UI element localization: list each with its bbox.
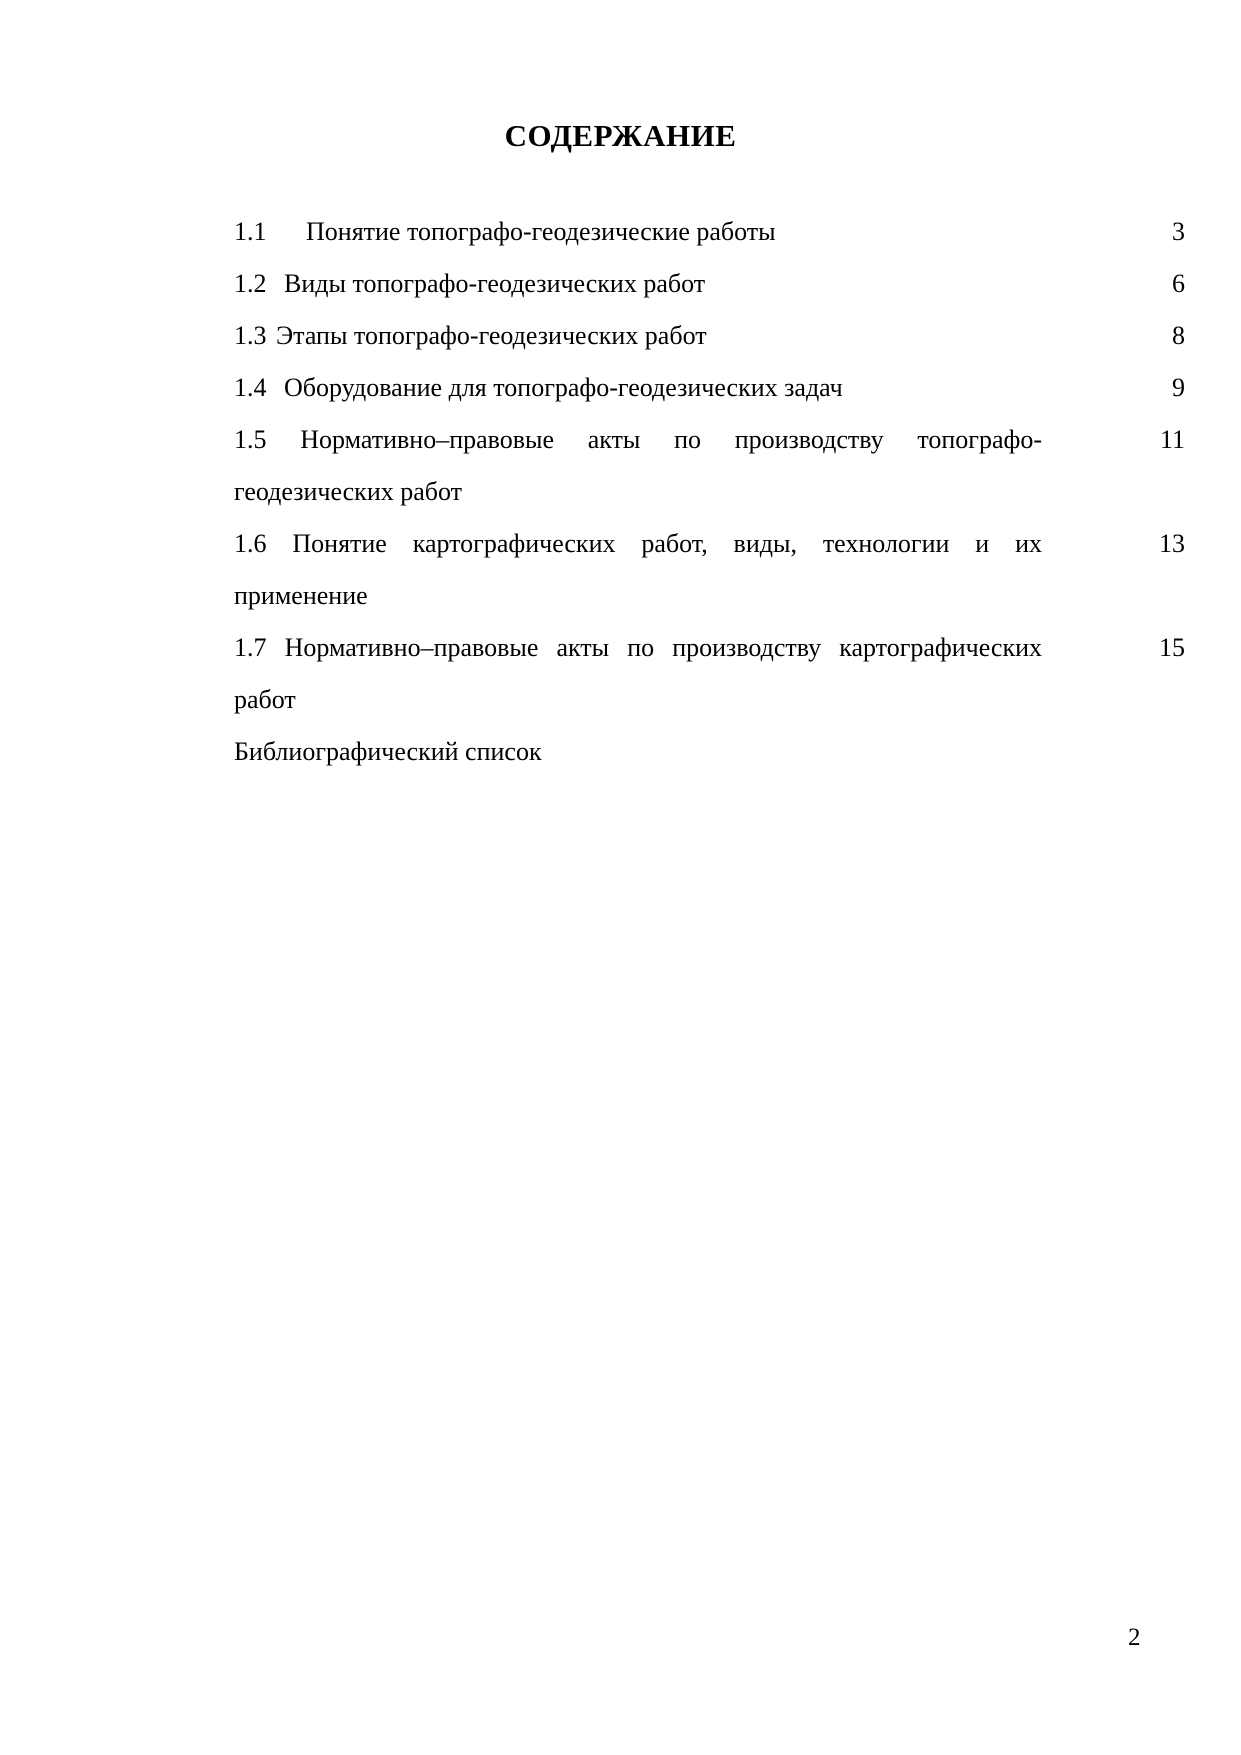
toc-entry-page: 15 xyxy=(1159,633,1185,662)
toc-entry-number: 1.1 xyxy=(234,217,267,246)
toc-entry-text: Библиографический список xyxy=(234,737,542,766)
toc-entry-text: Оборудование для топографо-геодезических задач xyxy=(284,373,843,402)
toc-entry xyxy=(234,414,1237,518)
toc-entry-number: 1.3 xyxy=(234,321,267,350)
toc-entry-number: 1.6 xyxy=(234,529,267,558)
toc-entry-number: 1.2 xyxy=(234,269,267,298)
toc-entry-line xyxy=(234,310,1042,362)
toc-entry-page: 13 xyxy=(1159,529,1185,558)
toc-entry-line xyxy=(234,258,1042,310)
page-title: СОДЕРЖАНИЕ xyxy=(504,118,737,153)
toc-entry-text: Понятие картографических работ, виды, технологии и их применение xyxy=(234,529,1042,610)
toc-entry-page: 11 xyxy=(1159,425,1185,454)
toc-entry xyxy=(234,310,1237,362)
toc-entry xyxy=(234,622,1237,726)
toc-entry-text: Нормативно–правовые акты по производству картографических работ xyxy=(234,633,1043,714)
toc-entry-text: Этапы топографо-геодезических работ xyxy=(276,321,707,350)
toc-entry xyxy=(234,518,1237,622)
toc-entry-line xyxy=(234,414,1042,518)
toc-entry-number: 1.5 xyxy=(234,425,267,454)
toc-entry-line xyxy=(234,622,1042,726)
toc-entry-number: 1.4 xyxy=(234,373,267,402)
toc-entry-text: Виды топографо-геодезических работ xyxy=(284,269,706,298)
toc-entry xyxy=(234,206,1237,258)
toc-entry xyxy=(234,258,1237,310)
toc-entry-line xyxy=(234,362,1042,414)
toc-entry-page: 6 xyxy=(1172,269,1185,298)
toc-entry xyxy=(234,362,1237,414)
toc-entry-text: Понятие топографо-геодезические работы xyxy=(306,217,776,246)
toc-entry-number: 1.7 xyxy=(234,633,267,662)
toc-entry-text: Нормативно–правовые акты по производству топографо-геодезических работ xyxy=(234,425,1043,506)
toc-entry-page: 8 xyxy=(1172,321,1185,350)
toc-entry-line xyxy=(234,518,1042,622)
toc-entry-line xyxy=(234,206,1042,258)
toc-entry-page: 9 xyxy=(1172,373,1185,402)
page-number: 2 xyxy=(1128,1624,1141,1651)
toc-entry-page: 3 xyxy=(1172,217,1185,246)
toc-entry-bibliography xyxy=(234,726,1237,778)
